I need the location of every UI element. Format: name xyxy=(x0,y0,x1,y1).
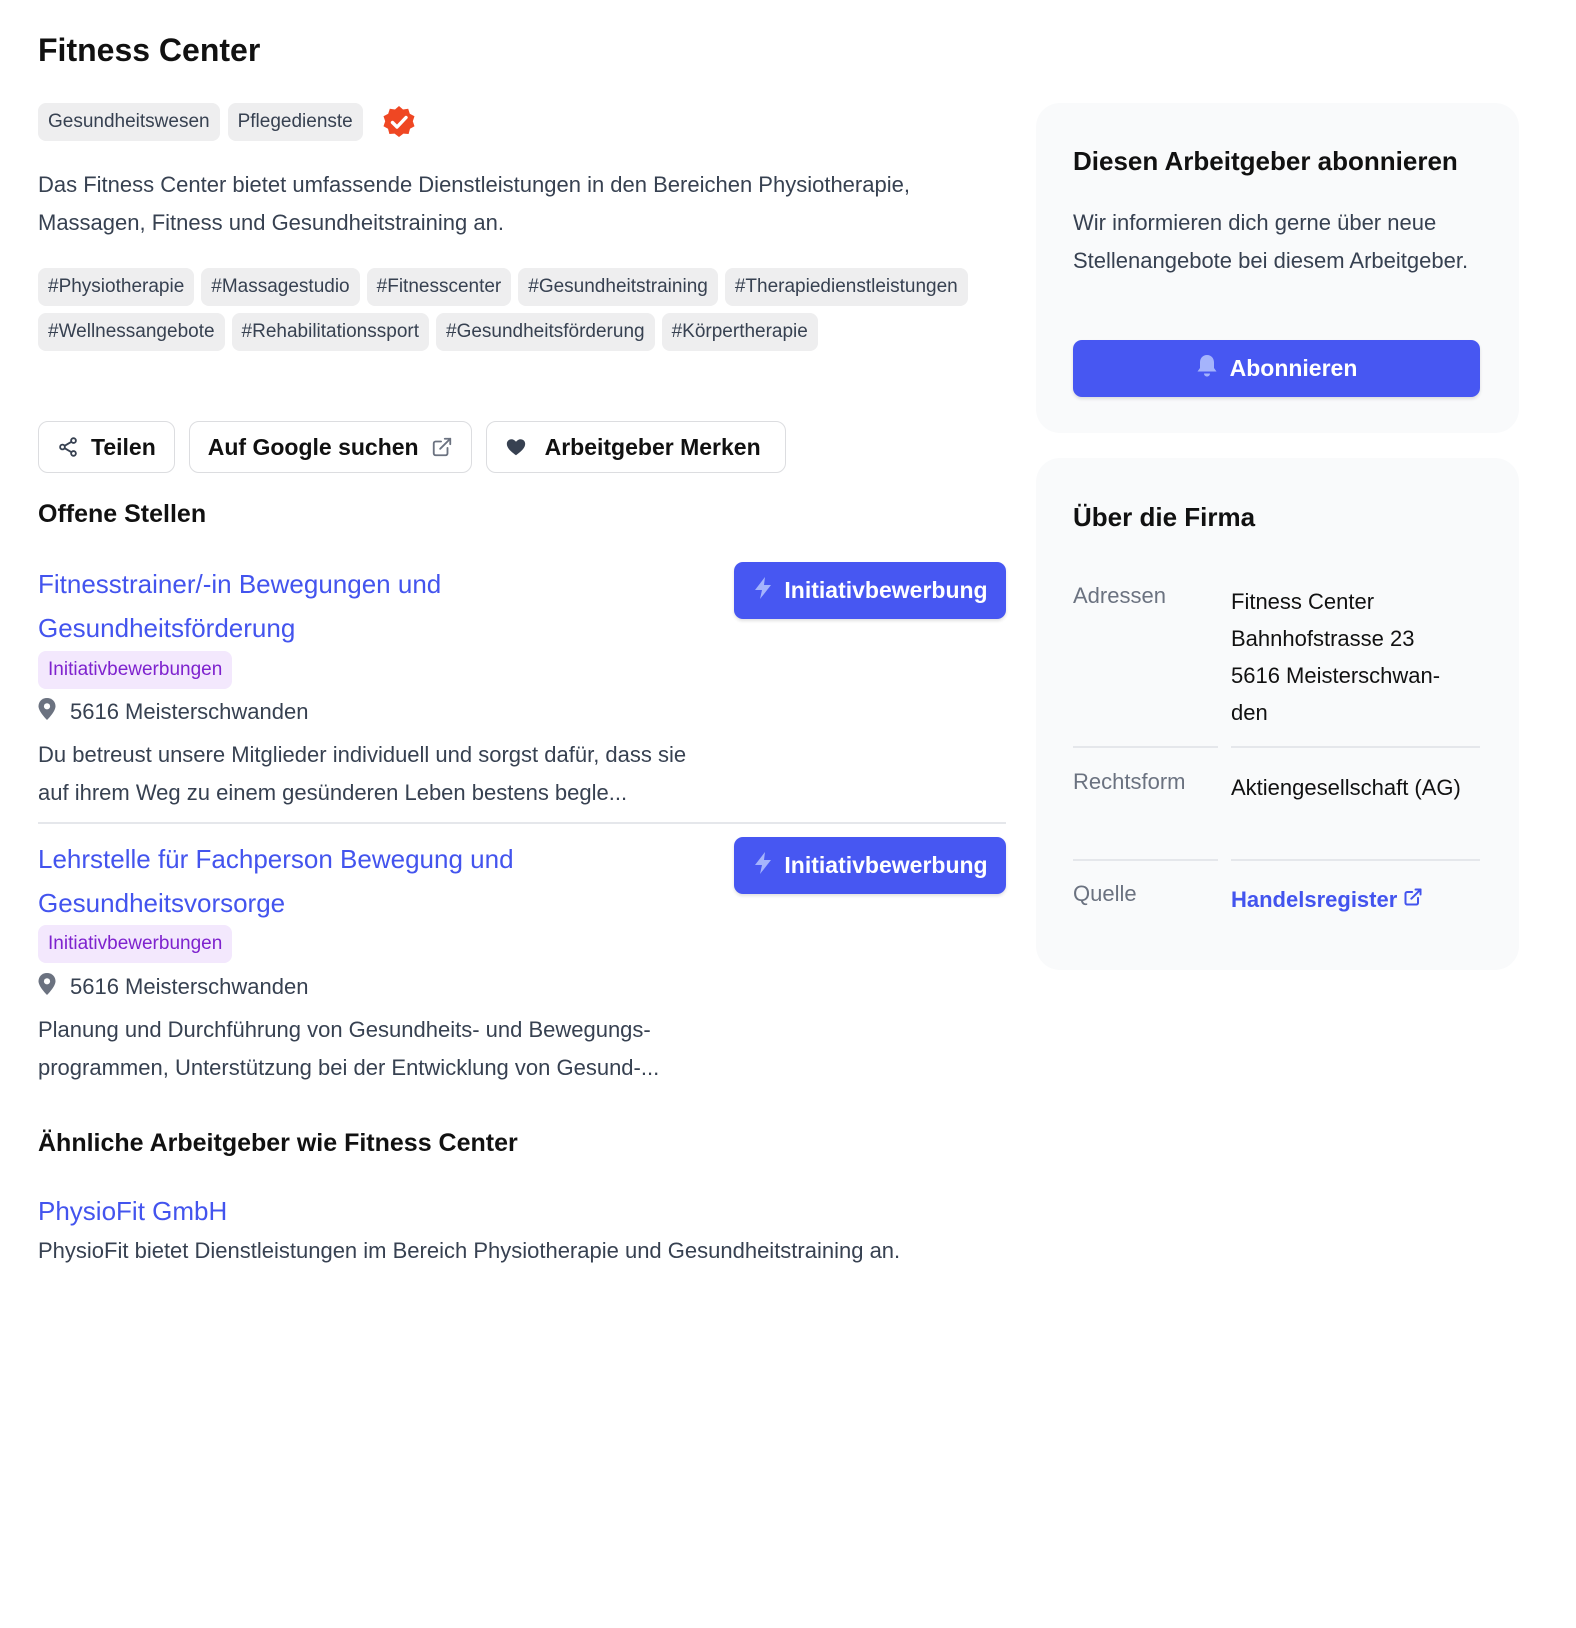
job-title-link[interactable]: Fitnesstrainer/-in Bewegungen und Gesundheitsförderung xyxy=(38,569,442,643)
row-divider xyxy=(1231,859,1480,861)
job-title-link[interactable]: Lehrstelle für Fachperson Bewegung und Gesundheitsvorsorge xyxy=(38,844,514,918)
tag-chip[interactable]: #Fitnesscenter xyxy=(367,268,512,306)
category-row xyxy=(38,103,417,141)
row-divider xyxy=(1231,746,1480,748)
subscribe-button-label: Abonnieren xyxy=(1229,355,1358,381)
save-employer-button[interactable] xyxy=(486,421,786,473)
page-title: Fitness Center xyxy=(38,32,261,68)
google-search-button[interactable] xyxy=(189,421,472,473)
location-pin-icon xyxy=(38,698,56,726)
action-bar xyxy=(38,421,786,473)
source-link-label: Handelsregister xyxy=(1231,887,1398,912)
share-label: Teilen xyxy=(91,433,156,460)
tag-chip[interactable]: #Therapiedienstleistungen xyxy=(725,268,968,306)
job-location xyxy=(38,698,308,726)
apply-button[interactable] xyxy=(734,837,1006,894)
address-line: den xyxy=(1231,700,1268,725)
tag-chip[interactable]: #Gesundheitsförderung xyxy=(436,313,655,351)
subscribe-card xyxy=(1036,103,1519,433)
company-description: Das Fitness Center bietet umfassende Dienstleistungen in den Bereichen Physiotherapie, Massagen, Fitness und Gesundheitstraining an. xyxy=(38,172,910,235)
tag-list xyxy=(38,268,998,351)
verified-badge-icon xyxy=(381,104,417,140)
about-card xyxy=(1036,458,1519,970)
bell-icon xyxy=(1196,354,1218,384)
category-chip[interactable]: Gesundheitswesen xyxy=(38,103,220,141)
address-value xyxy=(1231,583,1471,731)
job-type-badge: Initiativbewerbungen xyxy=(38,651,232,689)
job-description: Du betreust unsere Mitglieder individuell und sorgst dafür, dass sie auf ihrem Weg zu einem gesünderen Leben bestens begle... xyxy=(38,742,687,805)
subscribe-text: Wir informieren dich gerne über neue Stellenangebote bei diesem Arbeitgeber. xyxy=(1073,210,1469,273)
subscribe-title: Diesen Arbeitgeber abonnieren xyxy=(1073,146,1458,176)
tag-chip[interactable]: #Gesundheitstraining xyxy=(518,268,718,306)
source-link[interactable] xyxy=(1231,881,1423,918)
job-divider xyxy=(38,822,1006,824)
job-location xyxy=(38,973,308,1001)
external-link-icon xyxy=(1403,881,1423,918)
job-location-text: 5616 Meisterschwanden xyxy=(70,699,309,724)
address-line: 5616 Meisterschwan- xyxy=(1231,663,1441,688)
job-type-badge: Initiativbewerbungen xyxy=(38,925,232,963)
tag-chip[interactable]: #Körpertherapie xyxy=(662,313,818,351)
external-link-icon xyxy=(431,436,453,458)
save-employer-label: Arbeitgeber Merken xyxy=(544,433,761,460)
tag-chip[interactable]: #Wellnessangebote xyxy=(38,313,225,351)
apply-button[interactable] xyxy=(734,562,1006,619)
heart-icon xyxy=(505,436,527,458)
similar-employer-description: PhysioFit bietet Dienstleistungen im Bereich Physiotherapie und Gesundheitstraining an. xyxy=(38,1238,901,1263)
google-search-label: Auf Google suchen xyxy=(207,433,419,460)
row-divider xyxy=(1073,746,1218,748)
location-pin-icon xyxy=(38,973,56,1001)
legal-form-label: Rechtsform xyxy=(1073,769,1186,794)
similar-employer-link[interactable]: PhysioFit GmbH xyxy=(38,1196,228,1226)
address-line: Fitness Center xyxy=(1231,589,1375,614)
apply-button-label: Initiativbewerbung xyxy=(784,852,988,878)
job-description: Planung und Durchführung von Gesundheits- und Bewegungs-programmen, Unterstützung bei der Entwicklung von Gesund-... xyxy=(38,1017,660,1080)
row-divider xyxy=(1073,859,1218,861)
apply-button-label: Initiativbewerbung xyxy=(784,577,988,603)
category-chip[interactable]: Pflegedienste xyxy=(228,103,363,141)
tag-chip[interactable]: #Physiotherapie xyxy=(38,268,194,306)
source-value xyxy=(1231,881,1471,918)
similar-employers-heading: Ähnliche Arbeitgeber wie Fitness Center xyxy=(38,1129,518,1157)
about-title: Über die Firma xyxy=(1073,502,1256,532)
legal-form-value: Aktiengesellschaft (AG) xyxy=(1231,775,1461,800)
subscribe-button[interactable] xyxy=(1073,340,1480,397)
share-button[interactable] xyxy=(38,421,175,473)
job-location-text: 5616 Meisterschwanden xyxy=(70,974,309,999)
tag-chip[interactable]: #Rehabilitationssport xyxy=(232,313,429,351)
bolt-icon xyxy=(752,851,774,881)
tag-chip[interactable]: #Massagestudio xyxy=(201,268,359,306)
bolt-icon xyxy=(752,576,774,606)
open-jobs-heading: Offene Stellen xyxy=(38,500,207,528)
address-line: Bahnhofstrasse 23 xyxy=(1231,626,1415,651)
source-label: Quelle xyxy=(1073,881,1137,906)
address-label: Adressen xyxy=(1073,583,1166,608)
share-icon xyxy=(57,436,79,458)
